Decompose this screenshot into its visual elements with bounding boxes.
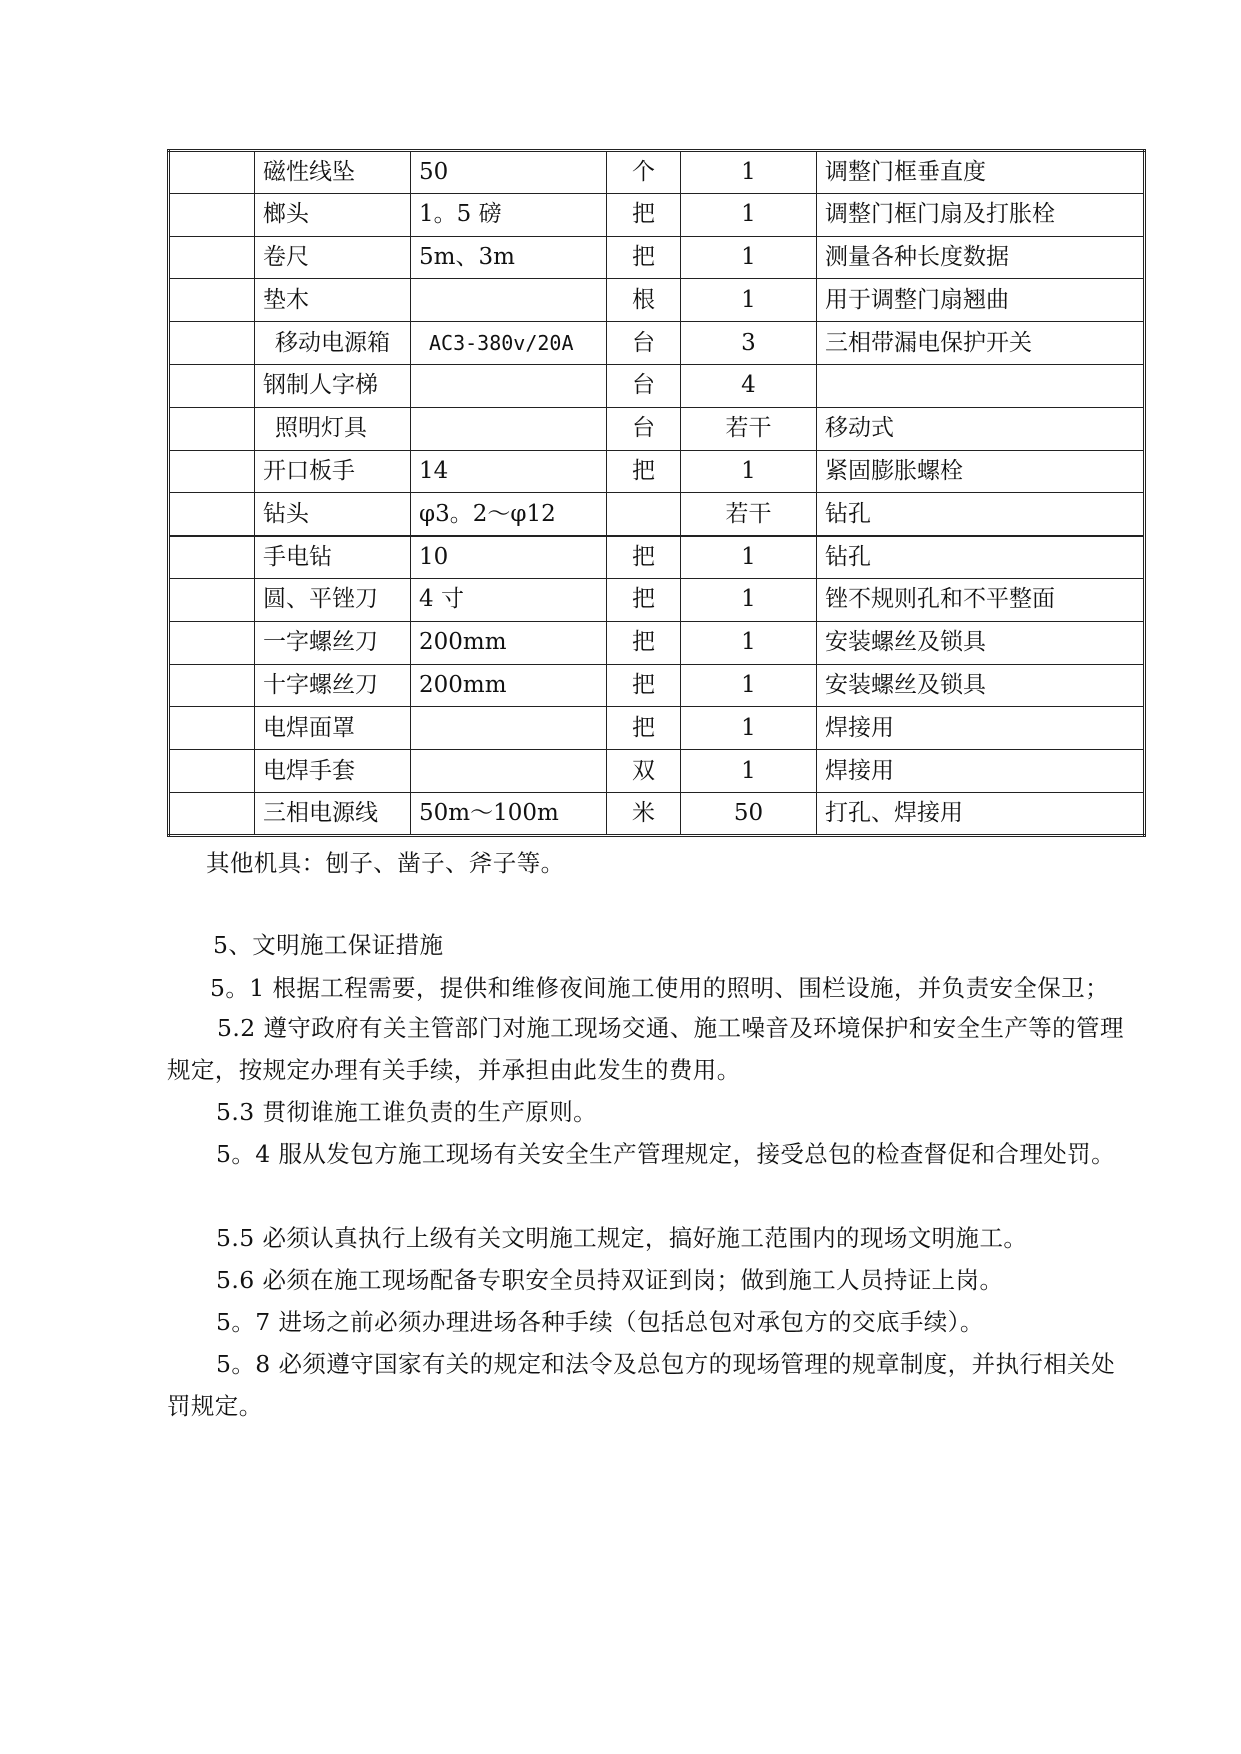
table-row	[169, 407, 1145, 450]
equipment-table-body	[169, 151, 1145, 836]
row-index-cell	[169, 236, 255, 279]
section-item: 5。4 服从发包方施工现场有关安全生产管理规定，接受总包的检查督促和合理处罚。	[216, 1140, 1115, 1168]
tool-usage-cell: 焊接用	[817, 750, 1145, 793]
tool-spec-cell: AC3-380v/20A	[411, 322, 607, 365]
tool-spec-cell: 200mm	[411, 621, 607, 664]
row-index-cell	[169, 364, 255, 407]
tool-quantity-cell: 若干	[681, 493, 817, 536]
tool-usage-cell: 用于调整门扇翘曲	[817, 279, 1145, 322]
other-tools-note: 其他机具：刨子、凿子、斧子等。	[206, 849, 565, 877]
table-row	[169, 536, 1145, 579]
table-row	[169, 322, 1145, 365]
row-index-cell	[169, 536, 255, 579]
tool-unit-cell: 把	[607, 536, 681, 579]
tool-spec-cell: 50m～100m	[411, 792, 607, 835]
row-index-cell	[169, 407, 255, 450]
row-index-cell	[169, 450, 255, 493]
row-index-cell	[169, 279, 255, 322]
tool-usage-cell: 钻孔	[817, 493, 1145, 536]
section-heading: 5、文明施工保证措施	[213, 931, 444, 959]
tool-unit-cell: 双	[607, 750, 681, 793]
tool-unit-cell: 台	[607, 364, 681, 407]
tool-name-cell: 卷尺	[255, 236, 411, 279]
tool-usage-cell: 锉不规则孔和不平整面	[817, 578, 1145, 621]
tool-spec-cell: 10	[411, 536, 607, 579]
table-row	[169, 450, 1145, 493]
tool-name-cell: 钢制人字梯	[255, 364, 411, 407]
tool-unit-cell: 把	[607, 193, 681, 236]
table-row	[169, 578, 1145, 621]
section-item: 5.6 必须在施工现场配备专职安全员持双证到岗；做到施工人员持证上岗。	[216, 1266, 1004, 1294]
tool-usage-cell: 调整门框垂直度	[817, 151, 1145, 194]
tool-name-cell: 移动电源箱	[255, 322, 411, 365]
row-index-cell	[169, 493, 255, 536]
tool-quantity-cell: 3	[681, 322, 817, 365]
tool-unit-cell: 把	[607, 664, 681, 707]
table-row	[169, 621, 1145, 664]
tool-unit-cell: 把	[607, 450, 681, 493]
tool-unit-cell: 把	[607, 707, 681, 750]
tool-unit-cell: 把	[607, 621, 681, 664]
tool-quantity-cell: 1	[681, 664, 817, 707]
section-item: 5.2 遵守政府有关主管部门对施工现场交通、施工噪音及环境保护和安全生产等的管理规定，按规定办理有关手续，并承担由此发生的费用。	[167, 1014, 1124, 1084]
tool-usage-cell: 测量各种长度数据	[817, 236, 1145, 279]
tool-quantity-cell: 1	[681, 621, 817, 664]
row-index-cell	[169, 322, 255, 365]
tool-name-cell: 照明灯具	[255, 407, 411, 450]
tool-quantity-cell: 1	[681, 536, 817, 579]
tool-name-cell: 榔头	[255, 193, 411, 236]
tool-usage-cell: 打孔、焊接用	[817, 792, 1145, 835]
tool-quantity-cell: 1	[681, 578, 817, 621]
section-item: 5。1 根据工程需要，提供和维修夜间施工使用的照明、围栏设施，并负责安全保卫；	[210, 974, 1109, 1002]
table-row	[169, 792, 1145, 835]
section-item: 5。7 进场之前必须办理进场各种手续（包括总包对承包方的交底手续）。	[216, 1308, 984, 1336]
row-index-cell	[169, 578, 255, 621]
equipment-table	[167, 149, 1146, 837]
tool-quantity-cell: 1	[681, 707, 817, 750]
tool-unit-cell: 米	[607, 792, 681, 835]
tool-name-cell: 垫木	[255, 279, 411, 322]
tool-quantity-cell: 1	[681, 450, 817, 493]
tool-spec-cell	[411, 707, 607, 750]
tool-quantity-cell: 1	[681, 151, 817, 194]
tool-spec-cell: 14	[411, 450, 607, 493]
tool-name-cell: 圆、平锉刀	[255, 578, 411, 621]
tool-usage-cell: 紧固膨胀螺栓	[817, 450, 1145, 493]
tool-spec-cell	[411, 407, 607, 450]
row-index-cell	[169, 193, 255, 236]
tool-usage-cell: 焊接用	[817, 707, 1145, 750]
row-index-cell	[169, 151, 255, 194]
table-row	[169, 364, 1145, 407]
row-index-cell	[169, 664, 255, 707]
tool-spec-cell: 200mm	[411, 664, 607, 707]
tool-quantity-cell: 1	[681, 193, 817, 236]
tool-name-cell: 三相电源线	[255, 792, 411, 835]
tool-name-cell: 电焊面罩	[255, 707, 411, 750]
tool-usage-cell: 安装螺丝及锁具	[817, 621, 1145, 664]
tool-quantity-cell: 50	[681, 792, 817, 835]
tool-unit-cell: 根	[607, 279, 681, 322]
tool-spec-cell: 50	[411, 151, 607, 194]
tool-unit-cell	[607, 493, 681, 536]
tool-usage-cell	[817, 364, 1145, 407]
tool-quantity-cell: 1	[681, 279, 817, 322]
tool-name-cell: 十字螺丝刀	[255, 664, 411, 707]
section-item: 5。8 必须遵守国家有关的规定和法令及总包方的现场管理的规章制度，并执行相关处罚规定。	[167, 1350, 1115, 1420]
row-index-cell	[169, 621, 255, 664]
tool-spec-cell: 5m、3m	[411, 236, 607, 279]
tool-quantity-cell: 1	[681, 236, 817, 279]
table-row	[169, 151, 1145, 194]
tool-name-cell: 一字螺丝刀	[255, 621, 411, 664]
tool-spec-cell: φ3。2～φ12	[411, 493, 607, 536]
tool-spec-cell	[411, 364, 607, 407]
row-index-cell	[169, 792, 255, 835]
tool-unit-cell: 台	[607, 322, 681, 365]
section-item: 5.3 贯彻谁施工谁负责的生产原则。	[216, 1098, 598, 1126]
tool-name-cell: 钻头	[255, 493, 411, 536]
tool-unit-cell: 把	[607, 578, 681, 621]
table-row	[169, 279, 1145, 322]
tool-quantity-cell: 若干	[681, 407, 817, 450]
tool-usage-cell: 安装螺丝及锁具	[817, 664, 1145, 707]
tool-unit-cell: 台	[607, 407, 681, 450]
section-item: 5.5 必须认真执行上级有关文明施工规定，搞好施工范围内的现场文明施工。	[216, 1224, 1028, 1252]
tool-unit-cell: 个	[607, 151, 681, 194]
row-index-cell	[169, 707, 255, 750]
table-row	[169, 707, 1145, 750]
tool-unit-cell: 把	[607, 236, 681, 279]
tool-usage-cell: 钻孔	[817, 536, 1145, 579]
tool-spec-cell	[411, 750, 607, 793]
tool-quantity-cell: 1	[681, 750, 817, 793]
tool-name-cell: 磁性线坠	[255, 151, 411, 194]
tool-usage-cell: 调整门框门扇及打胀栓	[817, 193, 1145, 236]
row-index-cell	[169, 750, 255, 793]
tool-name-cell: 电焊手套	[255, 750, 411, 793]
table-row	[169, 236, 1145, 279]
table-row	[169, 193, 1145, 236]
tool-quantity-cell: 4	[681, 364, 817, 407]
tool-spec-cell: 1。5 磅	[411, 193, 607, 236]
tool-usage-cell: 三相带漏电保护开关	[817, 322, 1145, 365]
tool-name-cell: 开口板手	[255, 450, 411, 493]
tool-name-cell: 手电钻	[255, 536, 411, 579]
tool-spec-cell: 4 寸	[411, 578, 607, 621]
table-row	[169, 493, 1145, 536]
table-row	[169, 664, 1145, 707]
tool-usage-cell: 移动式	[817, 407, 1145, 450]
table-row	[169, 750, 1145, 793]
tool-spec-cell	[411, 279, 607, 322]
